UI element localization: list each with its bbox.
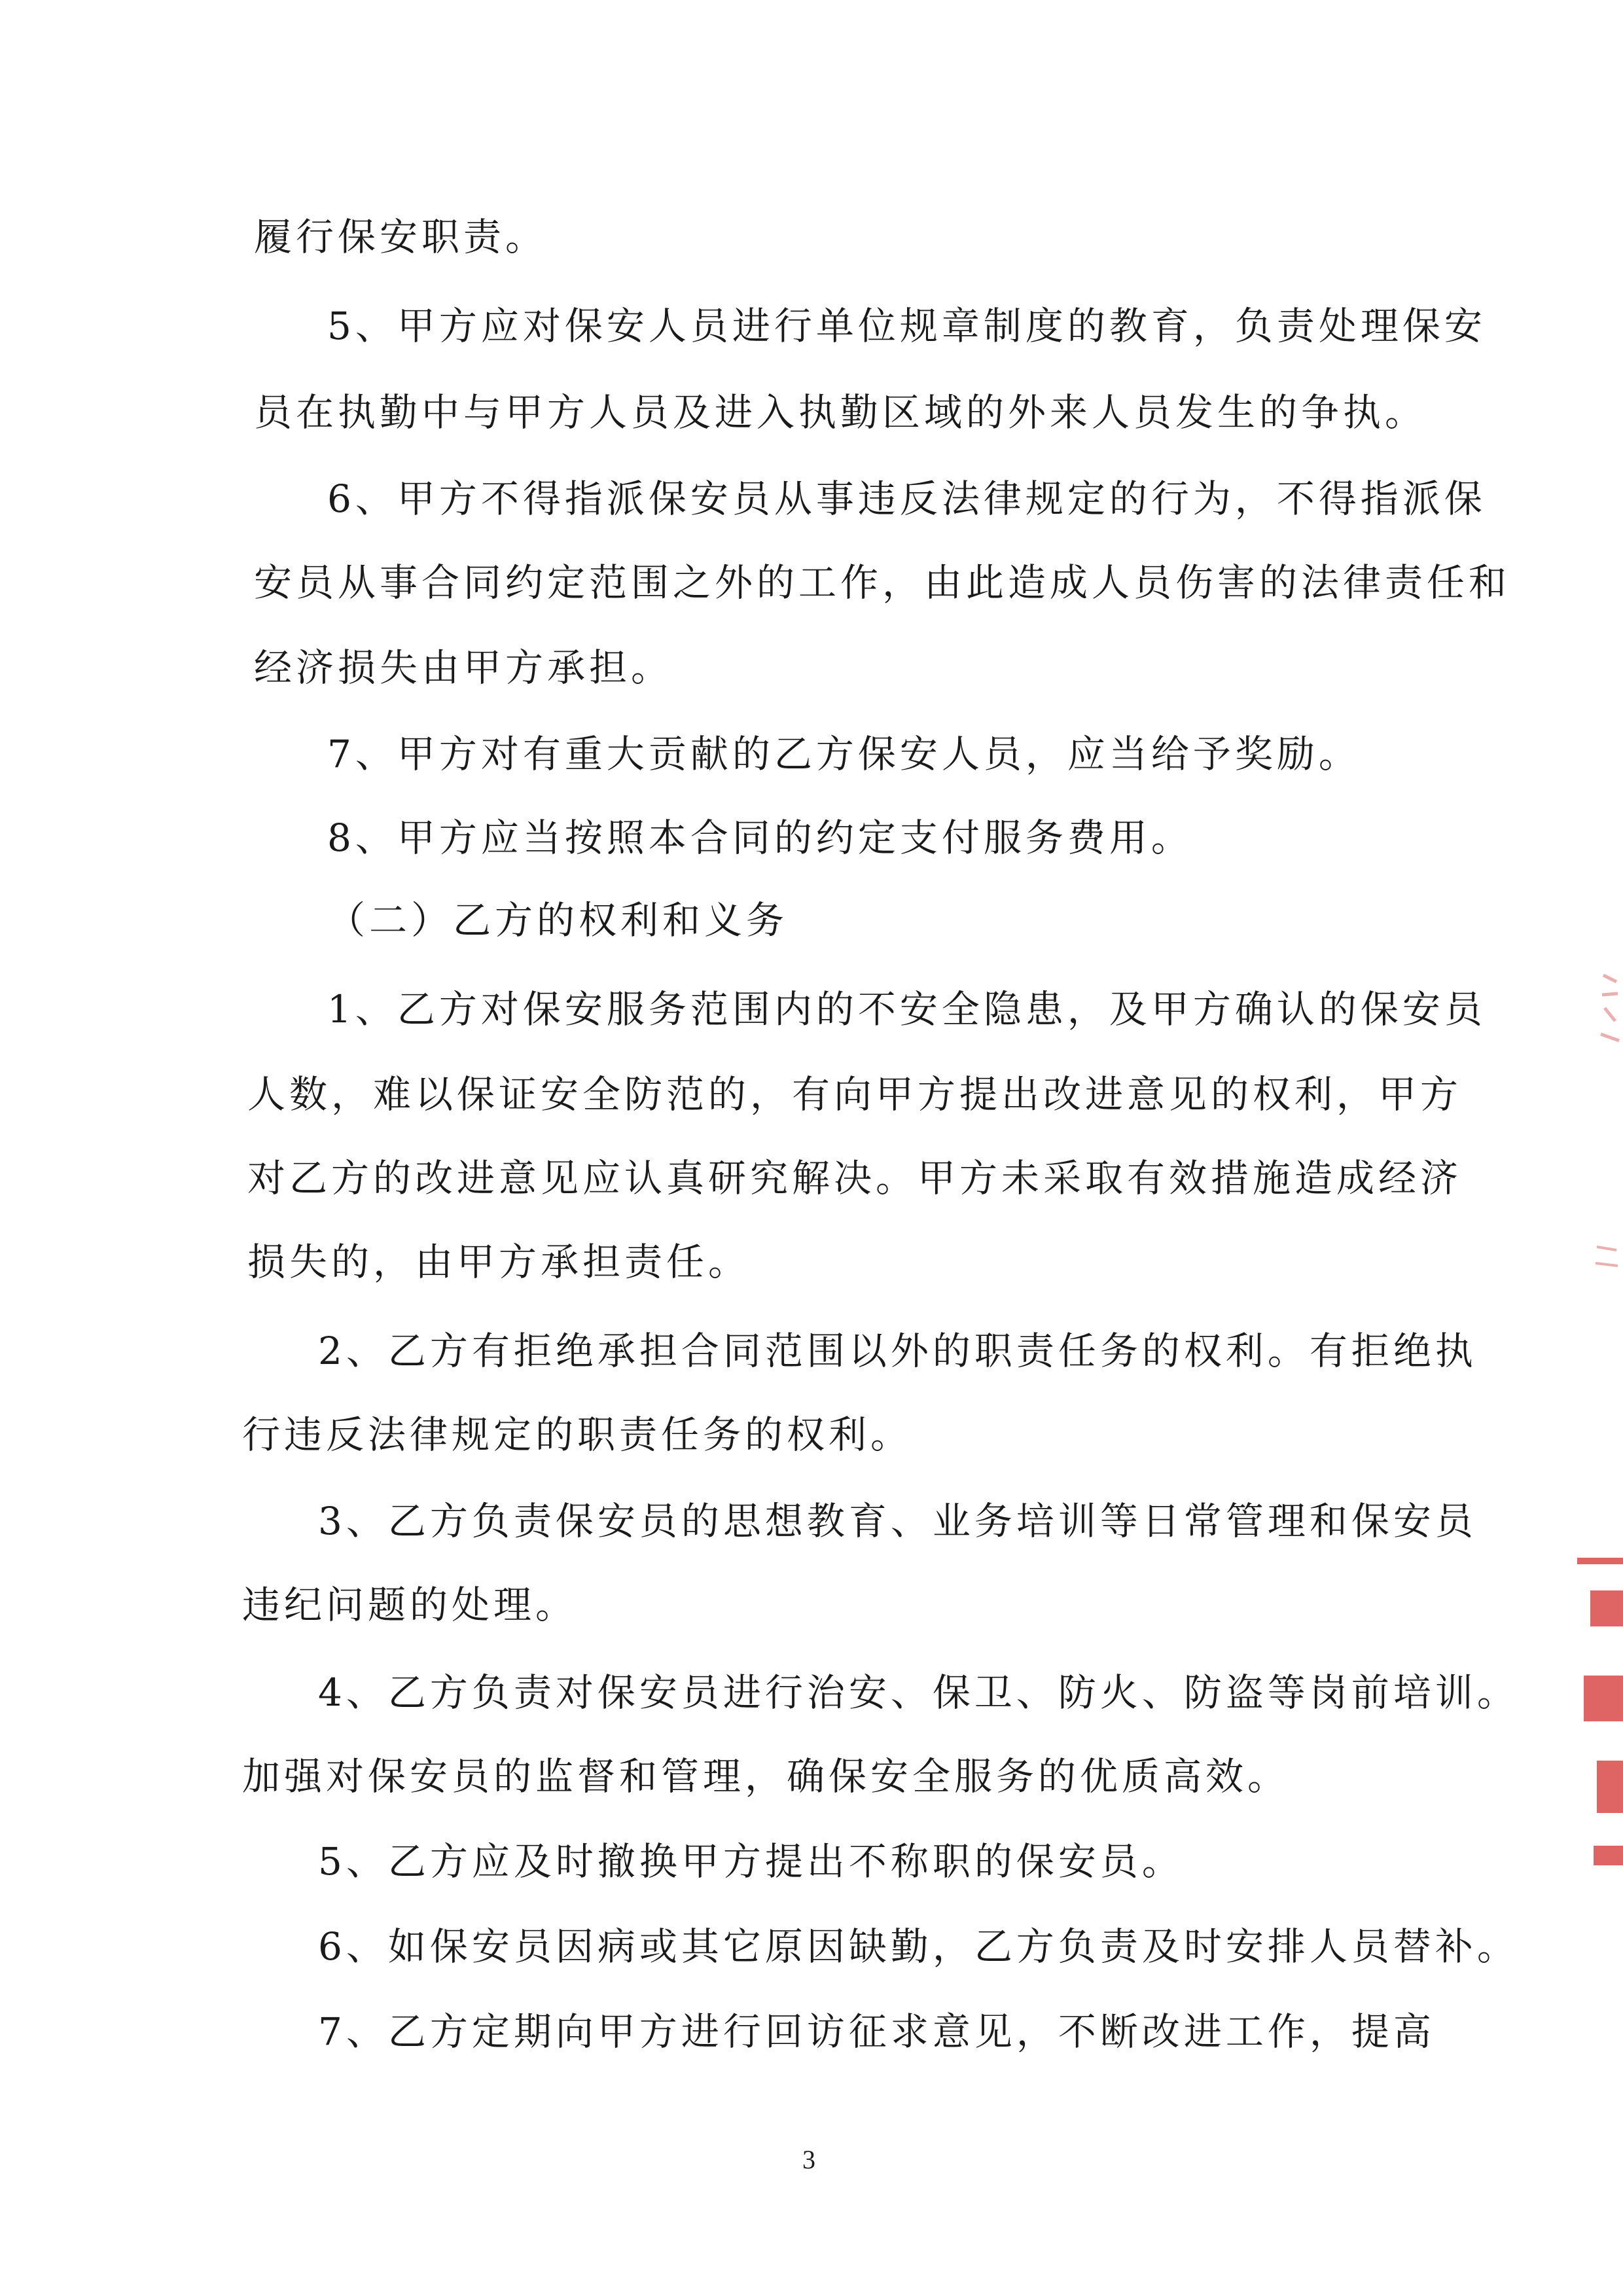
body-line: 7、甲方对有重大贡献的乙方保安人员，应当给予奖励。 bbox=[327, 732, 1361, 776]
body-line: 5、乙方应及时撤换甲方提出不称职的保安员。 bbox=[318, 1839, 1184, 1884]
body-line: 2、乙方有拒绝承担合同范围以外的职责任务的权利。有拒绝执 bbox=[318, 1329, 1477, 1373]
body-line: 经济损失由甲方承担。 bbox=[254, 645, 673, 690]
body-line: 8、甲方应当按照本合同的约定支付服务费用。 bbox=[327, 816, 1193, 860]
body-line: 违纪问题的处理。 bbox=[242, 1583, 578, 1627]
seal-stamp-fragment bbox=[1577, 969, 1623, 1060]
body-line: 行违反法律规定的职责任务的权利。 bbox=[242, 1412, 913, 1457]
body-line: 6、甲方不得指派保安员从事违反法律规定的行为，不得指派保 bbox=[327, 476, 1486, 521]
page-number: 3 bbox=[802, 2145, 815, 2174]
body-line: 4、乙方负责对保安员进行治安、保卫、防火、防盗等岗前培训。 bbox=[318, 1670, 1519, 1715]
body-line: 1、乙方对保安服务范围内的不安全隐患，及甲方确认的保安员 bbox=[327, 987, 1486, 1031]
body-line: 员在执勤中与甲方人员及进入执勤区域的外来人员发生的争执。 bbox=[254, 390, 1427, 435]
seal-stamp-fragment bbox=[1577, 1237, 1623, 1283]
section-heading: （二）乙方的权利和义务 bbox=[327, 898, 789, 942]
body-line: 对乙方的改进意见应认真研究解决。甲方未采取有效措施造成经济 bbox=[247, 1156, 1463, 1200]
body-line: 损失的，由甲方承担责任。 bbox=[247, 1240, 751, 1284]
body-line: 6、如保安员因病或其它原因缺勤，乙方负责及时安排人员替补。 bbox=[318, 1924, 1519, 1969]
body-line: 履行保安职责。 bbox=[254, 215, 548, 259]
body-line: 5、甲方应对保安人员进行单位规章制度的教育，负责处理保安 bbox=[327, 304, 1486, 348]
body-line: 人数，难以保证安全防范的，有向甲方提出改进意见的权利，甲方 bbox=[247, 1072, 1463, 1117]
seal-stamp-fragment bbox=[1564, 1545, 1623, 1885]
body-line: 安员从事合同约定范围之外的工作，由此造成人员伤害的法律责任和 bbox=[254, 560, 1511, 605]
body-line: 3、乙方负责保安员的思想教育、业务培训等日常管理和保安员 bbox=[318, 1499, 1477, 1543]
body-line: 7、乙方定期向甲方进行回访征求意见，不断改进工作，提高 bbox=[318, 2009, 1435, 2054]
body-line: 加强对保安员的监督和管理，确保安全服务的优质高效。 bbox=[242, 1754, 1290, 1799]
